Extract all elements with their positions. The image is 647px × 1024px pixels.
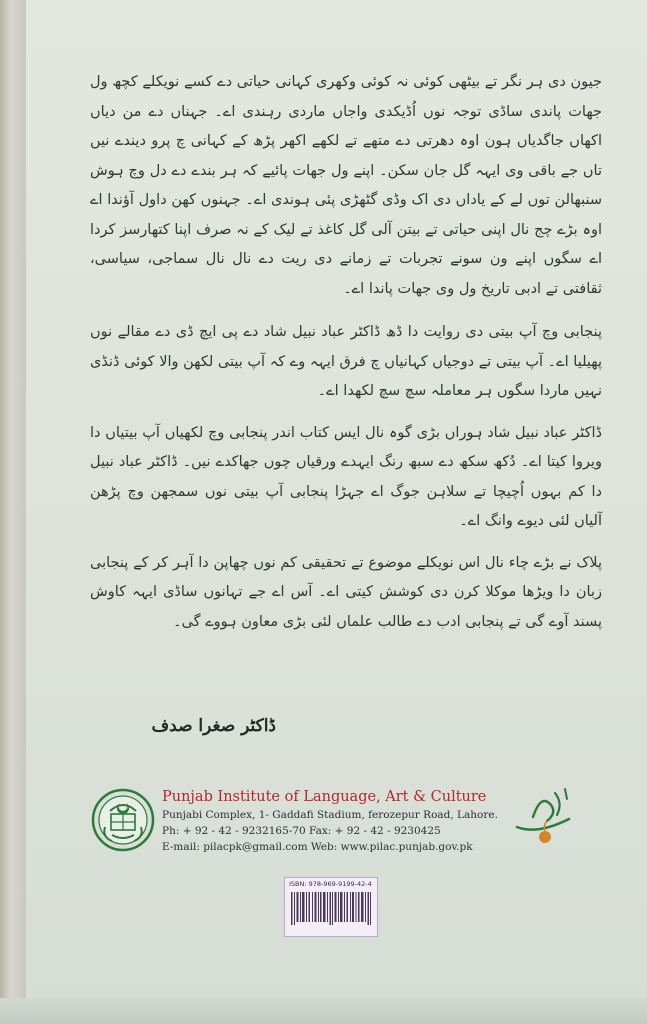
body-paragraph: پنجابی وچ آپ بیتی دی روایت دا ڈھ ڈاکٹر عباد نبیل شاد دے پی ایچ ڈی دے مقالے نوں پھیلیا اے۔ آپ بیتی تے دوجیاں کہانیاں چ فرق ایہہ وے کہ آپ بیتی لکھن والا کوئی ڈنڈی نہیں ماردا سگوں ہر معاملہ سچ سچ لکھدا اے۔	[90, 324, 602, 399]
publisher-info	[162, 787, 502, 855]
book-spine-edge	[0, 0, 26, 1024]
body-paragraph: جیون دی ہر نگر تے بیٹھی کوئی نہ کوئی وکھری کہانی حیاتی دے کسے نویکلے کچھ ول جھات پاندی ساڈی توجہ نوں اُڈیکدی واجاں ماردی رہندی اے۔ جہناں دے من دیاں اکھاں جاگدیاں ہون اوہ دھرتی دے متھے تے لکھے اکھر پڑھ کے کہانی چ پرو دیندے نیں تاں جے باقی وی ایہہ گل جان سکن۔ اپنے ول جھات پائیے کہ ہر بندے دے دل وچ ہوش سنبھالن توں لے کے یاداں دی اک وڈی گٹھڑی پئی ہوندی اے۔ جہنوں کھن داول آؤندا اے اوہ بڑے چج نال اپنی حیاتی تے بیتن آلی گل کاغذ تے لیک کے نہ صرف اپنا کتھارسز کردا اے سگوں اپنے ون سونے تجربات تے زمانے دی ریت دے نال نال سماجی، سیاسی، ثقافتی تے ادبی تاریخ ول وی جھات پاندا اے۔	[90, 74, 602, 297]
isbn-number: ISBN: 978-969-9199-42-4	[289, 880, 372, 888]
publisher-name: Punjab Institute of Language, Art & Culture	[162, 789, 487, 805]
author-signature: ڈاکٹر صغرا صدف	[151, 716, 276, 736]
publisher-phone-fax: Ph: + 92 - 42 - 9232165-70 Fax: + 92 - 42 - 9230425	[162, 825, 441, 837]
punjab-government-emblem-icon	[90, 787, 156, 853]
body-paragraph: ڈاکٹر عباد نبیل شاد ہوراں بڑی گوہ نال ایس کتاب اندر پنجابی وچ لکھیاں آپ بیتیاں دا ویروا کیتا اے۔ دُکھ سکھ دے سبھ رنگ ایہدے ورقیاں چوں جھاکدے نیں۔ ڈاکٹر عباد نبیل دا کم بہوں اُچیچا تے سلاہن جوگ اے جہڑا پنجابی آپ بیتی نوں سمجھن وچ پڑھن آلیاں لئی دیوے وانگ اے۔	[90, 424, 602, 529]
barcode-icon	[289, 890, 373, 930]
body-paragraph: پلاک نے بڑے چاء نال اس نویکلے موضوع تے تحقیقی کم نوں چھاپن دا آہر کر کے پنجابی زبان دا ویڑھا موکلا کرن دی کوشش کیتی اے۔ آس اے جے تہانوں ساڈی ایہہ کاوش پسند آوے گی تے پنجابی ادب دے طالب علماں لئی بڑی معاون ہووے گی۔	[90, 554, 602, 630]
publisher-email-web: E-mail: pilacpk@gmail.com Web: www.pilac.punjab.gov.pk	[162, 841, 473, 853]
publisher-address: Punjabi Complex, 1- Gaddafi Stadium, ferozepur Road, Lahore.	[162, 809, 498, 821]
isbn-barcode-sticker	[284, 877, 378, 937]
urdu-punjabi-body-text	[90, 68, 602, 649]
cover-bottom-edge	[0, 998, 647, 1024]
pilac-calligraphy-logo-icon	[507, 775, 587, 855]
